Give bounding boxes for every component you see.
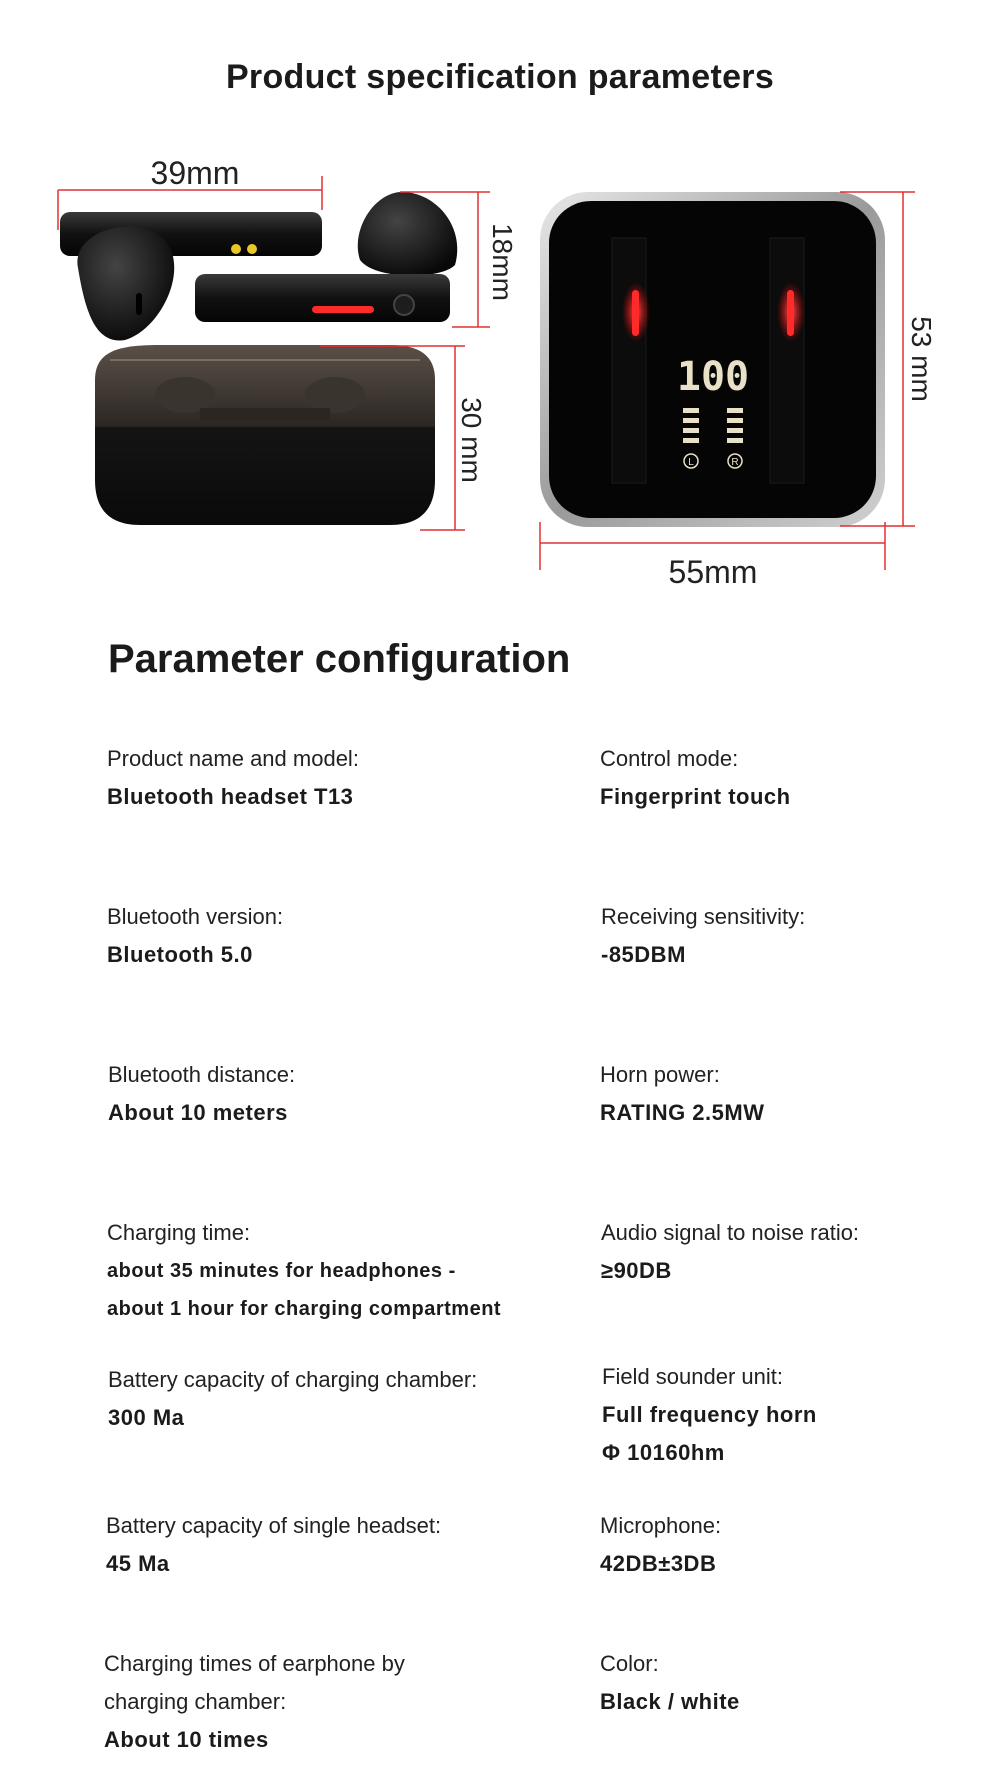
charging-case-side-image xyxy=(95,345,435,525)
section-title: Parameter configuration xyxy=(108,637,571,681)
spec-bluetooth-distance xyxy=(108,1056,558,1132)
spec-value: about 35 minutes for headphones - xyxy=(107,1260,456,1282)
spec-label: Receiving sensitivity: xyxy=(601,904,806,929)
spec-label: Microphone: xyxy=(600,1513,722,1538)
spec-horn-power xyxy=(600,1056,1000,1132)
spec-value: Φ 10160hm xyxy=(602,1440,725,1465)
case-height-label: 30 mm xyxy=(456,397,487,483)
spec-value: Full frequency horn xyxy=(602,1402,817,1427)
spec-label: Charging times of earphone by charging chamber: xyxy=(104,1651,405,1714)
right-marker-icon: R xyxy=(731,457,739,468)
earbud-height-label: 18mm xyxy=(487,223,518,301)
spec-value: Bluetooth 5.0 xyxy=(107,942,253,967)
spec-chamber-battery xyxy=(108,1361,558,1437)
spec-value: Fingerprint touch xyxy=(600,784,791,809)
battery-display-percent: 100 xyxy=(676,354,750,400)
earbud-right-image xyxy=(195,192,457,322)
spec-bluetooth-version xyxy=(107,898,557,974)
spec-value: ≥90DB xyxy=(601,1258,672,1283)
page-title: Product specification parameters xyxy=(225,58,775,96)
spec-product-name xyxy=(107,740,557,816)
spec-control-mode xyxy=(600,740,1000,816)
spec-label: Bluetooth version: xyxy=(107,904,284,929)
spec-value: About 10 times xyxy=(104,1727,269,1752)
spec-value: RATING 2.5MW xyxy=(600,1100,765,1125)
spec-charging-time xyxy=(107,1214,577,1328)
spec-field-sounder xyxy=(602,1358,1000,1472)
spec-charging-times xyxy=(104,1645,554,1759)
spec-label: Battery capacity of single headset: xyxy=(106,1513,442,1538)
spec-value: Bluetooth headset T13 xyxy=(107,784,354,809)
spec-value: about 1 hour for charging compartment xyxy=(107,1298,502,1320)
spec-microphone xyxy=(600,1507,1000,1583)
left-marker-icon: L xyxy=(688,457,694,468)
case-width-label: 55mm xyxy=(668,554,758,590)
spec-value: 45 Ma xyxy=(106,1551,170,1576)
spec-value: 300 Ma xyxy=(108,1405,185,1430)
spec-label: Product name and model: xyxy=(107,746,359,771)
spec-label: Charging time: xyxy=(107,1220,251,1245)
case-depth-label: 53 mm xyxy=(906,316,937,402)
earbud-width-label: 39mm xyxy=(150,155,240,191)
spec-label: Bluetooth distance: xyxy=(108,1062,296,1087)
spec-value: 42DB±3DB xyxy=(600,1551,717,1576)
spec-label: Color: xyxy=(600,1651,659,1676)
charging-case-front-image xyxy=(540,192,885,527)
spec-value: About 10 meters xyxy=(108,1100,288,1125)
spec-color xyxy=(600,1645,1000,1721)
spec-label: Field sounder unit: xyxy=(602,1364,783,1389)
spec-value: -85DBM xyxy=(601,942,686,967)
spec-label: Battery capacity of charging chamber: xyxy=(108,1367,478,1392)
case-width-dimension xyxy=(540,522,885,590)
spec-snr xyxy=(601,1214,1000,1290)
spec-label: Control mode: xyxy=(600,746,739,771)
spec-receiving-sensitivity xyxy=(601,898,1000,974)
spec-label: Horn power: xyxy=(600,1062,720,1087)
spec-label: Audio signal to noise ratio: xyxy=(601,1220,860,1245)
spec-value: Black / white xyxy=(600,1689,740,1714)
product-dimension-figure xyxy=(0,150,1000,590)
spec-headset-battery xyxy=(106,1507,556,1583)
